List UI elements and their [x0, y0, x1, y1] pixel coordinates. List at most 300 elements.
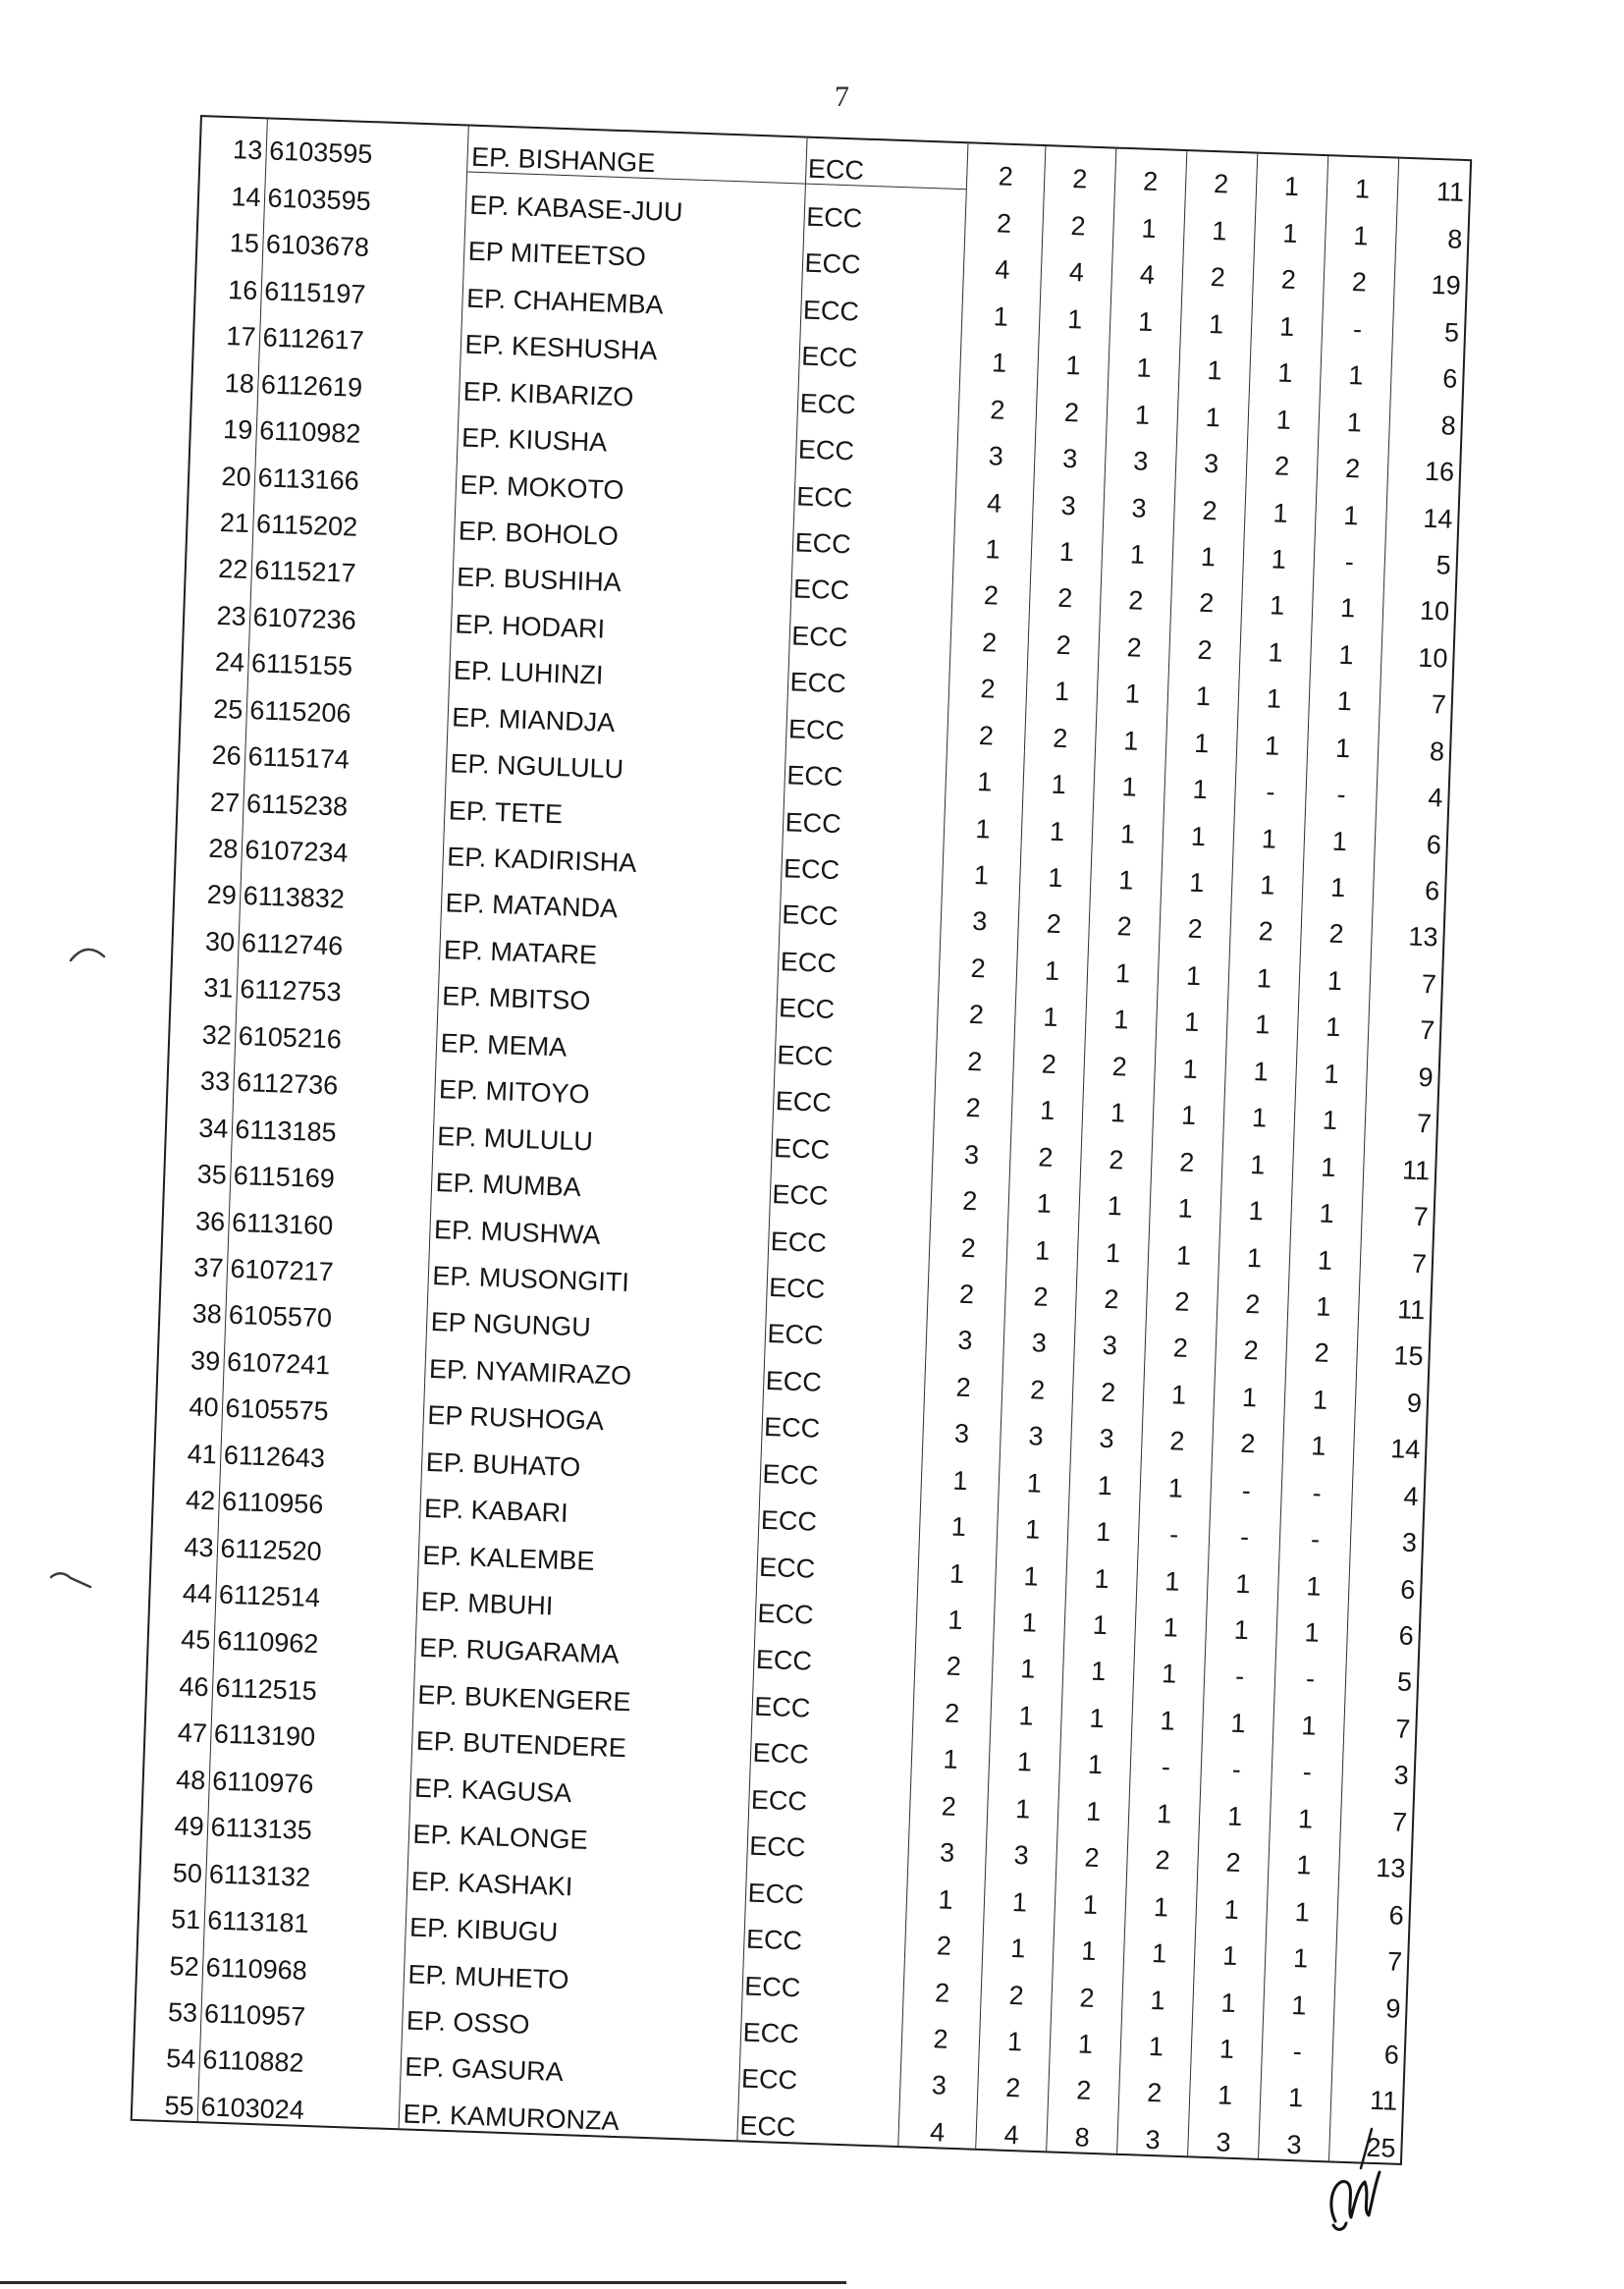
count-value: 1: [1308, 715, 1380, 764]
school-type: ECC: [799, 324, 962, 376]
count-value: 1: [1083, 1080, 1156, 1129]
school-code: 6113166: [254, 445, 458, 499]
row-total: 6: [1441, 363, 1458, 395]
row-number: 22: [186, 536, 252, 585]
school-type: ECC: [755, 1581, 918, 1633]
row-number: 34: [167, 1095, 234, 1144]
count-value: 1: [1278, 1553, 1351, 1602]
school-name: EP. KALONGE: [408, 1802, 748, 1860]
count-value: 1: [1220, 1178, 1293, 1227]
row-number: 45: [148, 1607, 215, 1656]
count-value: 1: [1257, 154, 1329, 203]
count-value: 4: [976, 2101, 1049, 2151]
school-code: 6107234: [242, 818, 445, 872]
school-type: ECC: [783, 790, 946, 842]
count-value: 1: [1208, 1551, 1280, 1600]
count-value: 2: [1127, 1827, 1200, 1877]
count-value: 2: [1073, 1359, 1146, 1408]
count-value: 2: [1045, 146, 1117, 195]
count-value: 2: [1301, 901, 1374, 951]
school-code: 6112746: [239, 910, 442, 964]
count-value: 3: [1188, 2109, 1261, 2158]
school-code: 6103678: [262, 212, 465, 266]
count-value: 1: [1097, 661, 1169, 710]
school-code: 6112736: [234, 1051, 437, 1105]
row-total: 11: [1396, 1294, 1426, 1326]
row-number: 32: [170, 1002, 237, 1051]
count-value: 1: [1166, 710, 1239, 759]
count-value: 1: [943, 842, 1022, 891]
count-value: 2: [938, 982, 1017, 1031]
school-type: ECC: [804, 185, 967, 237]
count-value: -: [1281, 1460, 1354, 1509]
row-number: 39: [158, 1328, 225, 1377]
school-code: 6113190: [210, 1702, 413, 1756]
page-number: 7: [835, 81, 849, 113]
count-value: 8: [1047, 2104, 1119, 2153]
count-value: -: [1262, 2018, 1334, 2067]
count-value: 2: [947, 702, 1027, 751]
count-value: 2: [1286, 1320, 1359, 1369]
count-value: 1: [1271, 1785, 1343, 1834]
count-value: 1: [993, 1636, 1065, 1685]
count-value: 1: [1007, 1217, 1080, 1266]
count-value: 1: [1224, 1085, 1297, 1134]
count-value: 1: [907, 1866, 987, 1915]
row-total: 7: [1394, 1714, 1411, 1744]
count-value: 1: [1134, 1641, 1207, 1690]
row-number: 53: [135, 1979, 202, 2028]
count-value: 1: [1027, 659, 1100, 708]
count-value: 4: [1041, 240, 1113, 289]
count-value: 1: [920, 1494, 1000, 1543]
count-value: 1: [1293, 1134, 1366, 1183]
row-total: 11: [1369, 2086, 1398, 2117]
row-number: 30: [173, 908, 240, 957]
count-value: -: [1314, 528, 1386, 577]
school-code: 6110976: [209, 1749, 412, 1803]
count-value: -: [1235, 759, 1308, 808]
school-type: ECC: [775, 1022, 938, 1074]
count-value: 1: [1177, 384, 1250, 433]
count-value: 3: [1001, 1403, 1073, 1452]
school-name: EP. KAMURONZA: [399, 2082, 738, 2140]
count-value: 2: [1043, 192, 1115, 242]
row-number: 43: [152, 1513, 219, 1562]
school-type: ECC: [765, 1302, 928, 1354]
school-code: 6110956: [219, 1469, 422, 1523]
school-code: 6112520: [217, 1516, 420, 1570]
count-value: 3: [1074, 1313, 1147, 1362]
count-value: -: [1280, 1506, 1353, 1555]
count-value: 1: [991, 1683, 1063, 1732]
row-total: 15: [1393, 1340, 1425, 1372]
count-value: 1: [1190, 2062, 1263, 2111]
count-value: -: [1306, 761, 1379, 810]
count-value: 1: [1068, 1499, 1141, 1548]
school-type: ECC: [745, 1861, 908, 1913]
count-value: 1: [1032, 518, 1105, 568]
school-code: 6115238: [244, 771, 447, 825]
count-value: 1: [1109, 335, 1181, 384]
count-value: 2: [1142, 1408, 1215, 1457]
school-type: ECC: [794, 463, 957, 516]
school-name: EP. RUGARAMA: [415, 1616, 755, 1674]
count-value: 2: [1253, 246, 1326, 296]
count-value: 1: [1245, 479, 1318, 528]
count-value: 2: [940, 935, 1019, 984]
count-value: 1: [999, 1450, 1071, 1499]
count-value: 1: [984, 1869, 1056, 1918]
count-value: 1: [1164, 756, 1237, 805]
count-value: 2: [931, 1168, 1010, 1217]
count-value: 2: [1081, 1126, 1154, 1175]
school-code: 6112619: [257, 352, 460, 406]
count-value: 2: [1213, 1411, 1285, 1460]
row-number: 44: [150, 1560, 217, 1609]
count-value: 1: [912, 1726, 992, 1775]
school-code: 6113160: [229, 1190, 432, 1244]
count-value: 1: [1321, 343, 1393, 392]
count-value: 2: [1218, 1271, 1290, 1320]
row-total: 6: [1399, 1574, 1416, 1605]
count-value: 1: [1140, 1455, 1213, 1504]
count-value: 1: [1096, 707, 1168, 756]
school-name: EP. KAGUSA: [410, 1756, 750, 1814]
count-value: 1: [946, 749, 1025, 798]
school-type: ECC: [790, 557, 953, 609]
count-value: 1: [1269, 1832, 1341, 1881]
count-value: 2: [1002, 1357, 1075, 1406]
count-value: 1: [983, 1916, 1056, 1965]
school-name: EP. KABARI: [420, 1476, 760, 1534]
school-type: ECC: [757, 1535, 920, 1587]
table-body: [133, 117, 1470, 2163]
school-code: 6105216: [235, 1004, 438, 1058]
row-number: 49: [142, 1793, 209, 1842]
row-total: 7: [1421, 968, 1437, 1000]
row-number: 33: [168, 1048, 235, 1097]
row-total: 3: [1401, 1527, 1418, 1558]
count-value: 3: [908, 1820, 988, 1869]
count-value: 1: [1273, 1693, 1346, 1742]
row-number: 36: [163, 1187, 230, 1236]
count-value: 3: [1259, 2111, 1331, 2160]
count-value: 2: [1076, 1266, 1149, 1315]
count-value: 1: [1304, 808, 1377, 857]
row-number: 46: [147, 1654, 214, 1703]
school-type: ECC: [742, 1954, 905, 2006]
row-total: 9: [1384, 1992, 1401, 2024]
row-number: 21: [188, 489, 254, 538]
school-code: 6113181: [204, 1888, 407, 1942]
school-code: 6115206: [246, 678, 450, 732]
count-value: 1: [1149, 1223, 1221, 1272]
row-number: 26: [180, 722, 246, 771]
count-value: 3: [926, 1308, 1005, 1357]
row-number: 18: [192, 350, 259, 399]
count-value: -: [1205, 1644, 1277, 1693]
count-value: 1: [1017, 938, 1090, 987]
row-number: 15: [197, 210, 264, 259]
count-value: 2: [1049, 2057, 1121, 2106]
count-value: -: [1130, 1734, 1203, 1783]
row-number: 23: [185, 582, 251, 631]
school-name: EP. HODARI: [451, 592, 790, 650]
count-value: 1: [1023, 751, 1096, 800]
count-value: 2: [1171, 571, 1244, 620]
count-value: 1: [945, 795, 1024, 845]
school-code: 6107217: [227, 1236, 430, 1290]
count-value: 1: [1094, 754, 1166, 803]
count-value: 3: [923, 1400, 1002, 1449]
school-code: 6105570: [225, 1283, 428, 1337]
count-value: 1: [1291, 1180, 1364, 1229]
school-name: EP. MATARE: [439, 917, 779, 975]
school-type: ECC: [786, 696, 949, 748]
count-value: 3: [1033, 472, 1106, 521]
count-value: 2: [981, 1962, 1054, 2011]
school-type: ECC: [758, 1488, 921, 1540]
school-type: ECC: [797, 371, 960, 423]
count-value: 1: [1167, 664, 1240, 713]
school-code: 6113135: [207, 1795, 410, 1849]
count-value: 3: [1035, 426, 1108, 475]
count-value: 1: [1233, 805, 1306, 854]
row-number: 52: [137, 1933, 204, 1982]
count-value: 2: [1182, 245, 1255, 294]
count-value: 1: [1309, 669, 1381, 718]
row-number: 28: [176, 815, 243, 864]
row-total: 7: [1431, 689, 1447, 720]
count-value: 1: [1107, 382, 1179, 431]
count-value: 1: [1294, 1087, 1367, 1136]
count-value: 2: [1056, 1825, 1129, 1874]
count-value: 1: [1200, 1783, 1272, 1832]
count-value: 3: [1104, 474, 1176, 523]
row-total: 7: [1413, 1201, 1430, 1232]
school-type: ECC: [789, 604, 952, 656]
count-value: 1: [1079, 1173, 1152, 1223]
school-name: EP. BUKENGERE: [413, 1662, 753, 1720]
count-value: 1: [1110, 289, 1183, 338]
row-number: 48: [143, 1746, 210, 1795]
count-value: 3: [1003, 1310, 1076, 1359]
count-value: 1: [1184, 198, 1257, 247]
row-total: 5: [1396, 1666, 1413, 1698]
count-value: 1: [1012, 1077, 1085, 1126]
school-name: EP. BISHANGE: [467, 127, 807, 185]
row-total: 3: [1393, 1760, 1410, 1791]
margin-pencil-mark: [71, 950, 104, 960]
row-number: 42: [153, 1467, 220, 1516]
count-value: 1: [1243, 526, 1316, 575]
count-value: 1: [1008, 1171, 1081, 1220]
row-total: 6: [1398, 1620, 1415, 1652]
school-type: ECC: [777, 976, 940, 1028]
school-name: EP RUSHOGA: [423, 1384, 763, 1442]
school-type: ECC: [763, 1348, 926, 1400]
school-code: 6103595: [266, 119, 469, 173]
count-value: 3: [986, 1823, 1058, 1872]
school-name: EP. KIBARIZO: [459, 359, 798, 417]
count-value: 2: [952, 563, 1032, 612]
count-value: 1: [1266, 1926, 1338, 1975]
count-value: 2: [1119, 2060, 1192, 2109]
count-value: 2: [1145, 1315, 1218, 1364]
count-value: 3: [933, 1121, 1012, 1171]
school-code: 6110968: [202, 1935, 406, 1989]
school-name: EP. BUTENDERE: [411, 1709, 751, 1767]
count-value: 3: [1176, 431, 1249, 480]
school-name: EP. KESHUSHA: [460, 312, 800, 370]
count-value: 2: [935, 1074, 1014, 1123]
school-type: ECC: [750, 1720, 913, 1772]
school-name: EP. KIUSHA: [458, 406, 797, 463]
school-type: ECC: [753, 1628, 916, 1680]
count-value: 2: [1084, 1033, 1157, 1082]
count-value: 1: [1154, 1082, 1226, 1131]
count-value: 3: [941, 889, 1020, 938]
school-name: EP. TETE: [444, 778, 784, 836]
school-name: EP. NGULULU: [446, 732, 785, 790]
count-value: 1: [1298, 994, 1371, 1043]
count-value: 1: [962, 284, 1042, 333]
school-name: EP. BUSHIHA: [453, 545, 792, 603]
count-value: 1: [1069, 1452, 1142, 1501]
count-value: 1: [1159, 943, 1231, 992]
row-total: 8: [1440, 409, 1457, 441]
school-code: 6113832: [240, 864, 443, 918]
count-value: 1: [980, 2008, 1053, 2057]
count-value: 1: [1313, 575, 1385, 625]
row-total: 10: [1417, 642, 1448, 674]
row-total: 5: [1435, 550, 1452, 580]
school-code: 6107241: [224, 1330, 427, 1384]
count-value: 1: [1327, 156, 1400, 205]
school-type: ECC: [740, 2000, 903, 2052]
count-value: 2: [1052, 1965, 1124, 2014]
count-value: 1: [1078, 1220, 1151, 1269]
school-type: ECC: [792, 511, 955, 563]
school-name: EP. CHAHEMBA: [462, 266, 802, 324]
count-value: 1: [921, 1447, 1001, 1497]
row-total: 10: [1419, 596, 1450, 627]
row-number: 35: [165, 1141, 232, 1190]
school-type: ECC: [739, 2046, 902, 2098]
count-value: 2: [1152, 1129, 1224, 1178]
bottom-rule: [0, 2281, 846, 2284]
school-type: ECC: [762, 1395, 925, 1447]
school-type: ECC: [800, 278, 963, 330]
count-value: 1: [1232, 852, 1305, 901]
count-value: 1: [1157, 989, 1229, 1038]
school-code: 6115155: [248, 631, 452, 685]
count-value: 2: [965, 191, 1045, 240]
count-value: 1: [996, 1543, 1068, 1592]
row-number: 24: [183, 629, 249, 679]
count-value: 1: [1058, 1778, 1131, 1827]
count-value: 1: [1064, 1592, 1137, 1641]
row-total: 19: [1431, 270, 1462, 301]
count-value: -: [1275, 1646, 1348, 1695]
school-code: 6110982: [256, 399, 460, 453]
school-type: ECC: [752, 1674, 915, 1726]
row-total: 11: [1401, 1155, 1431, 1185]
school-name: EP. MUSONGITI: [428, 1243, 768, 1301]
row-number: 41: [155, 1421, 222, 1470]
school-code: 6115174: [244, 725, 448, 779]
count-value: 3: [1117, 2106, 1190, 2155]
count-value: 1: [1225, 1038, 1298, 1087]
count-value: 1: [1311, 622, 1383, 671]
row-total: 7: [1416, 1109, 1433, 1139]
school-name: EP. KIBUGU: [406, 1895, 745, 1953]
count-value: 2: [1247, 433, 1320, 482]
count-value: 2: [1174, 477, 1247, 526]
count-value: 1: [1093, 800, 1165, 849]
count-value: 2: [950, 609, 1030, 658]
row-number: 54: [134, 2026, 200, 2075]
school-code: 6112515: [212, 1656, 415, 1710]
count-value: 1: [1179, 338, 1252, 387]
count-value: 1: [1015, 984, 1088, 1033]
school-code: 6103595: [264, 166, 467, 220]
count-value: 1: [1144, 1362, 1217, 1411]
count-value: 4: [955, 469, 1035, 518]
school-name: EP. MEMA: [436, 1010, 776, 1068]
school-name: EP. MULULU: [433, 1104, 773, 1162]
count-value: 1: [1255, 200, 1327, 249]
count-value: 1: [1088, 941, 1161, 990]
count-value: 4: [963, 237, 1043, 286]
row-total: 14: [1389, 1434, 1421, 1465]
count-value: 1: [1215, 1364, 1287, 1413]
count-value: 1: [916, 1587, 996, 1636]
row-total: 7: [1386, 1946, 1403, 1977]
row-total: 6: [1388, 1900, 1405, 1931]
row-total: 16: [1424, 456, 1455, 487]
count-value: 1: [1240, 620, 1313, 669]
count-value: 2: [1089, 894, 1162, 943]
school-code: 6115217: [251, 538, 455, 592]
count-value: 2: [1160, 897, 1232, 946]
count-value: 1: [1163, 803, 1235, 852]
row-total: 9: [1406, 1388, 1423, 1419]
school-name: EP MITEETSO: [463, 219, 803, 277]
count-value: 1: [1289, 1227, 1362, 1277]
count-value: 1: [1222, 1131, 1295, 1180]
row-total: 4: [1427, 783, 1444, 813]
school-name: EP. MIANDJA: [448, 684, 787, 742]
row-total: 11: [1435, 177, 1465, 208]
school-type: ECC: [802, 231, 965, 283]
school-name: EP. GASURA: [401, 2035, 740, 2093]
school-code: 6110882: [199, 2028, 403, 2082]
school-type: ECC: [768, 1209, 931, 1261]
count-value: 2: [1036, 379, 1109, 428]
count-value: 2: [978, 2055, 1051, 2104]
count-value: 2: [1013, 1031, 1086, 1080]
school-code: 6112643: [220, 1423, 423, 1477]
count-value: 1: [1061, 1685, 1134, 1734]
count-value: 1: [1102, 521, 1174, 571]
school-type: ECC: [767, 1255, 930, 1307]
row-number: 19: [190, 397, 257, 446]
count-value: 2: [967, 143, 1047, 192]
count-value: 2: [1324, 249, 1396, 299]
count-value: 1: [1124, 1921, 1197, 1970]
